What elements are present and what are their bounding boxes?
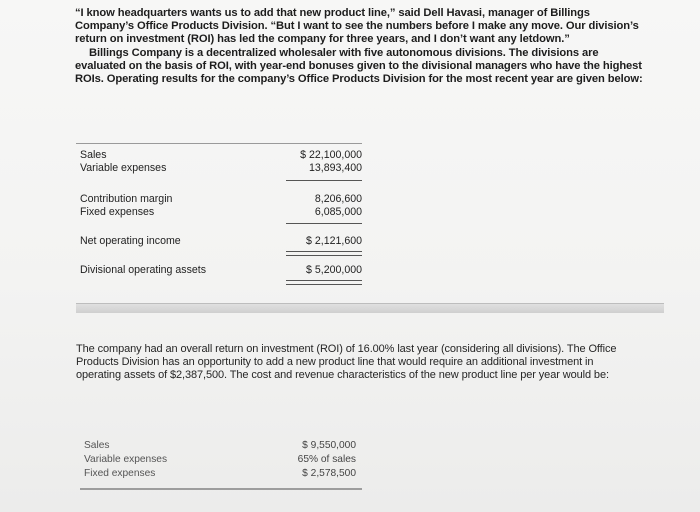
row-label-variable-expenses: Variable expenses — [80, 162, 167, 174]
row-value-variable-expenses: 65% of sales — [297, 454, 356, 465]
row-label-net-operating-income: Net operating income — [80, 235, 181, 247]
row-value-fixed-expenses: 6,085,000 — [314, 206, 362, 218]
row-value-sales: $ 9,550,000 — [302, 440, 356, 451]
new-product-line-table — [84, 440, 360, 490]
row-value-sales: $ 22,100,000 — [300, 149, 362, 161]
total-double-rule — [286, 251, 362, 256]
row-value-divisional-operating-assets: $ 5,200,000 — [306, 264, 362, 276]
row-value-variable-expenses: 13,893,400 — [308, 162, 362, 174]
row-label-contribution-margin: Contribution margin — [80, 193, 173, 205]
row-label-sales: Sales — [84, 440, 110, 451]
intro-description: Billings Company is a decentralized wholesaler with five autonomous divisions. The divisions are evaluated on the basis of ROI, with year-end bonuses given to the divisional managers who have the highest ROIs. Operating results for the company’s Office Products Division for the most recent year are given below: — [75, 46, 643, 86]
second-paragraph: The company had an overall return on investment (ROI) of 16.00% last year (considering all divisions). The Office Products Division has an opportunity to add a new product line that would require an additional investment in operating assets of $2,387,500. The cost and revenue characteristics of the new product line per year would be: — [76, 343, 617, 382]
table-bottom-rule — [80, 488, 362, 490]
intro-quote: “I know headquarters wants us to add that new product line,” said Dell Havasi, manager of Billings Company’s Office Products Division. “But I want to see the numbers before I make any move. Our division’s return on investment (ROI) has led the company for three years, and I don’t want any letdown.” — [75, 7, 639, 46]
intro-paragraph — [75, 7, 645, 86]
row-value-fixed-expenses: $ 2,578,500 — [302, 468, 356, 479]
row-value-contribution-margin: 8,206,600 — [314, 193, 362, 205]
row-label-fixed-expenses: Fixed expenses — [84, 468, 156, 479]
table-top-rule — [76, 143, 362, 144]
total-double-rule — [286, 280, 362, 285]
row-label-divisional-operating-assets: Divisional operating assets — [80, 264, 207, 276]
row-label-variable-expenses: Variable expenses — [84, 454, 168, 465]
row-label-fixed-expenses: Fixed expenses — [80, 206, 155, 218]
row-label-sales: Sales — [80, 149, 107, 161]
subtotal-rule — [286, 223, 362, 224]
row-value-net-operating-income: $ 2,121,600 — [306, 235, 362, 247]
subtotal-rule — [286, 180, 362, 181]
operating-results-table — [80, 149, 362, 299]
section-divider-bar — [76, 303, 664, 313]
